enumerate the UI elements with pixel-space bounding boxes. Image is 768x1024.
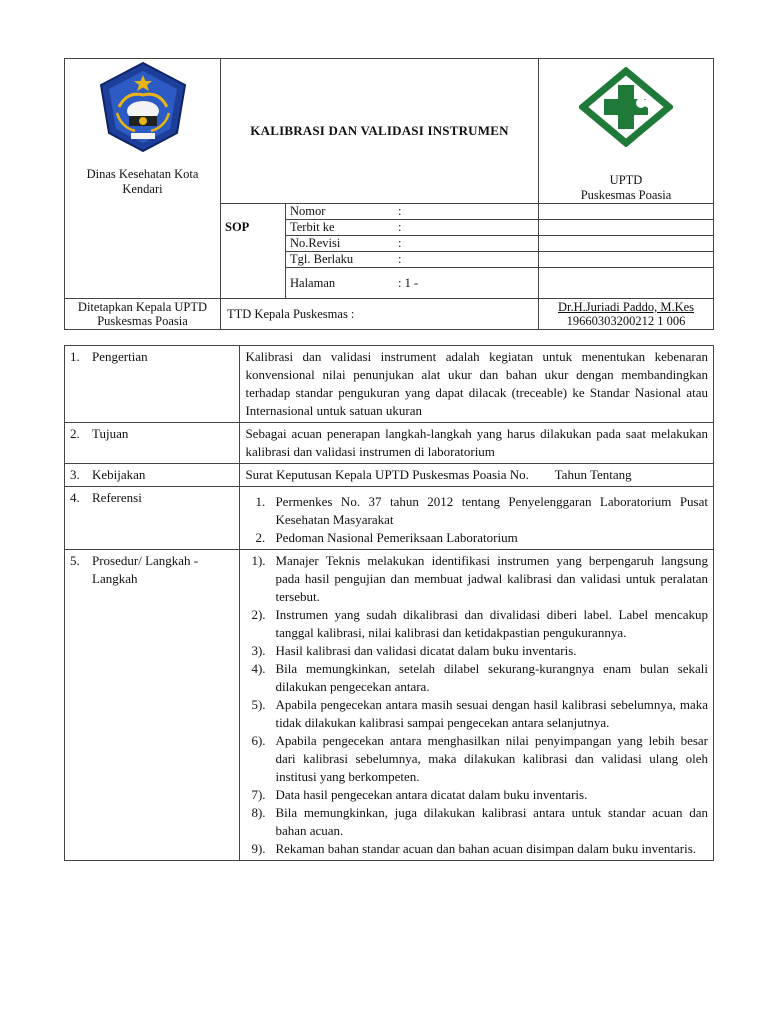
list-item: 4). Bila memungkinkan, setelah dilabel sekurang-kurangnya enam bulan sekali dilakukan pengecekan antara. [251, 661, 708, 694]
list-item: 5). Apabila pengecekan antara masih sesuai dengan hasil kalibrasi sebelumnya, maka tidak dilakukan kalibrasi sampai pengecekan antara selanjutnya. [251, 697, 708, 730]
list-item: 9). Rekaman bahan standar acuan dan bahan acuan disimpan dalam buku inventaris. [251, 841, 696, 856]
table-row [65, 487, 714, 550]
list-item: 8). Bila memungkinkan, juga dilakukan kalibrasi antara untuk standar acuan dan bahan acuan. [251, 805, 708, 838]
right-org-cell [539, 59, 714, 204]
section-list-prosedur [240, 550, 714, 861]
list-item: 7). Data hasil pengecekan antara dicatat dalam buku inventaris. [251, 787, 588, 802]
meta-halaman: Halaman : 1 - [286, 268, 539, 299]
sop-content-table [64, 345, 714, 861]
section-text-pengertian: Kalibrasi dan validasi instrument adalah kegiatan untuk menentukan kebenaran konvensional nilai penunjukan alat ukur dan bahan ukur dengan membandingkan terhadap standar pengukuran yang dapat dilacak (treceable) ke Standar Nasional atau Internasional untuk satuan ukuran [240, 346, 714, 423]
footer-ttd: TTD Kepala Puskesmas : [221, 299, 539, 330]
sop-label: SOP [221, 204, 286, 299]
meta-nomor-value [539, 204, 714, 220]
list-item: 1). Manajer Teknis melakukan identifikasi instrumen yang berpengaruh langsung pada hasil pengujian dan membuat jadwal kalibrasi dan validasi untuk peralatan tersebut. [251, 553, 708, 604]
section-text-kebijakan: Surat Keputusan Kepala UPTD Puskesmas Poasia No. Tahun Tentang [240, 464, 714, 487]
table-row [65, 464, 714, 487]
puskesmas-logo-icon [579, 67, 673, 147]
meta-halaman-value [539, 268, 714, 299]
meta-terbit-value [539, 220, 714, 236]
section-label: 5. Prosedur/ Langkah - Langkah [65, 550, 240, 861]
right-org-line-2: Puskesmas Poasia [580, 188, 672, 202]
section-label: 2. Tujuan [65, 423, 240, 464]
right-org-line-1: UPTD [609, 173, 643, 187]
footer-signatory [539, 299, 714, 330]
table-row [65, 346, 714, 423]
meta-terbit: Terbit ke : [286, 220, 539, 236]
document-title: KALIBRASI DAN VALIDASI INSTRUMEN [221, 59, 539, 204]
meta-nomor: Nomor : [286, 204, 539, 220]
list-item: 2). Instrumen yang sudah dikalibrasi dan divalidasi diberi label. Label mencakup tanggal kalibrasi, nilai kalibrasi dan ketidakpastian pengukurannya. [251, 607, 708, 640]
table-row [65, 550, 714, 861]
section-label: 1. Pengertian [65, 346, 240, 423]
signatory-nip: 19660303200212 1 006 [566, 314, 686, 328]
left-org-cell [65, 59, 221, 299]
left-org-name: Dinas Kesehatan Kota Kendari [86, 167, 199, 196]
signatory-name: Dr.H.Juriadi Paddo, M.Kes [557, 300, 695, 314]
meta-revisi-value [539, 236, 714, 252]
section-label: 4. Referensi [65, 487, 240, 550]
meta-berlaku-value [539, 252, 714, 268]
section-text-tujuan: Sebagai acuan penerapan langkah-langkah yang harus dilakukan pada saat melakukan kalibrasi dan validasi instrumen di laboratorium [240, 423, 714, 464]
list-item: 6). Apabila pengecekan antara menghasilkan nilai penyimpangan yang lebih besar dari kalibrasi sebelumnya, maka dilakukan kalibrasi dan validasi ulang oleh institusi yang berkompeten. [251, 733, 708, 784]
kendari-city-emblem-icon [97, 61, 189, 153]
meta-berlaku: Tgl. Berlaku : [286, 252, 539, 268]
list-item: 2. Pedoman Nasional Pemeriksaan Laboratorium [255, 530, 518, 545]
sop-header-table [64, 58, 714, 330]
table-row [65, 423, 714, 464]
section-list-referensi [240, 487, 714, 550]
section-label: 3. Kebijakan [65, 464, 240, 487]
list-item: 1. Permenkes No. 37 tahun 2012 tentang Penyelenggaran Laboratorium Pusat Kesehatan Masyarakat [255, 494, 708, 527]
list-item: 3). Hasil kalibrasi dan validasi dicatat dalam buku inventaris. [251, 643, 577, 658]
meta-revisi: No.Revisi : [286, 236, 539, 252]
footer-ditetapkan: Ditetapkan Kepala UPTD Puskesmas Poasia [65, 299, 221, 330]
